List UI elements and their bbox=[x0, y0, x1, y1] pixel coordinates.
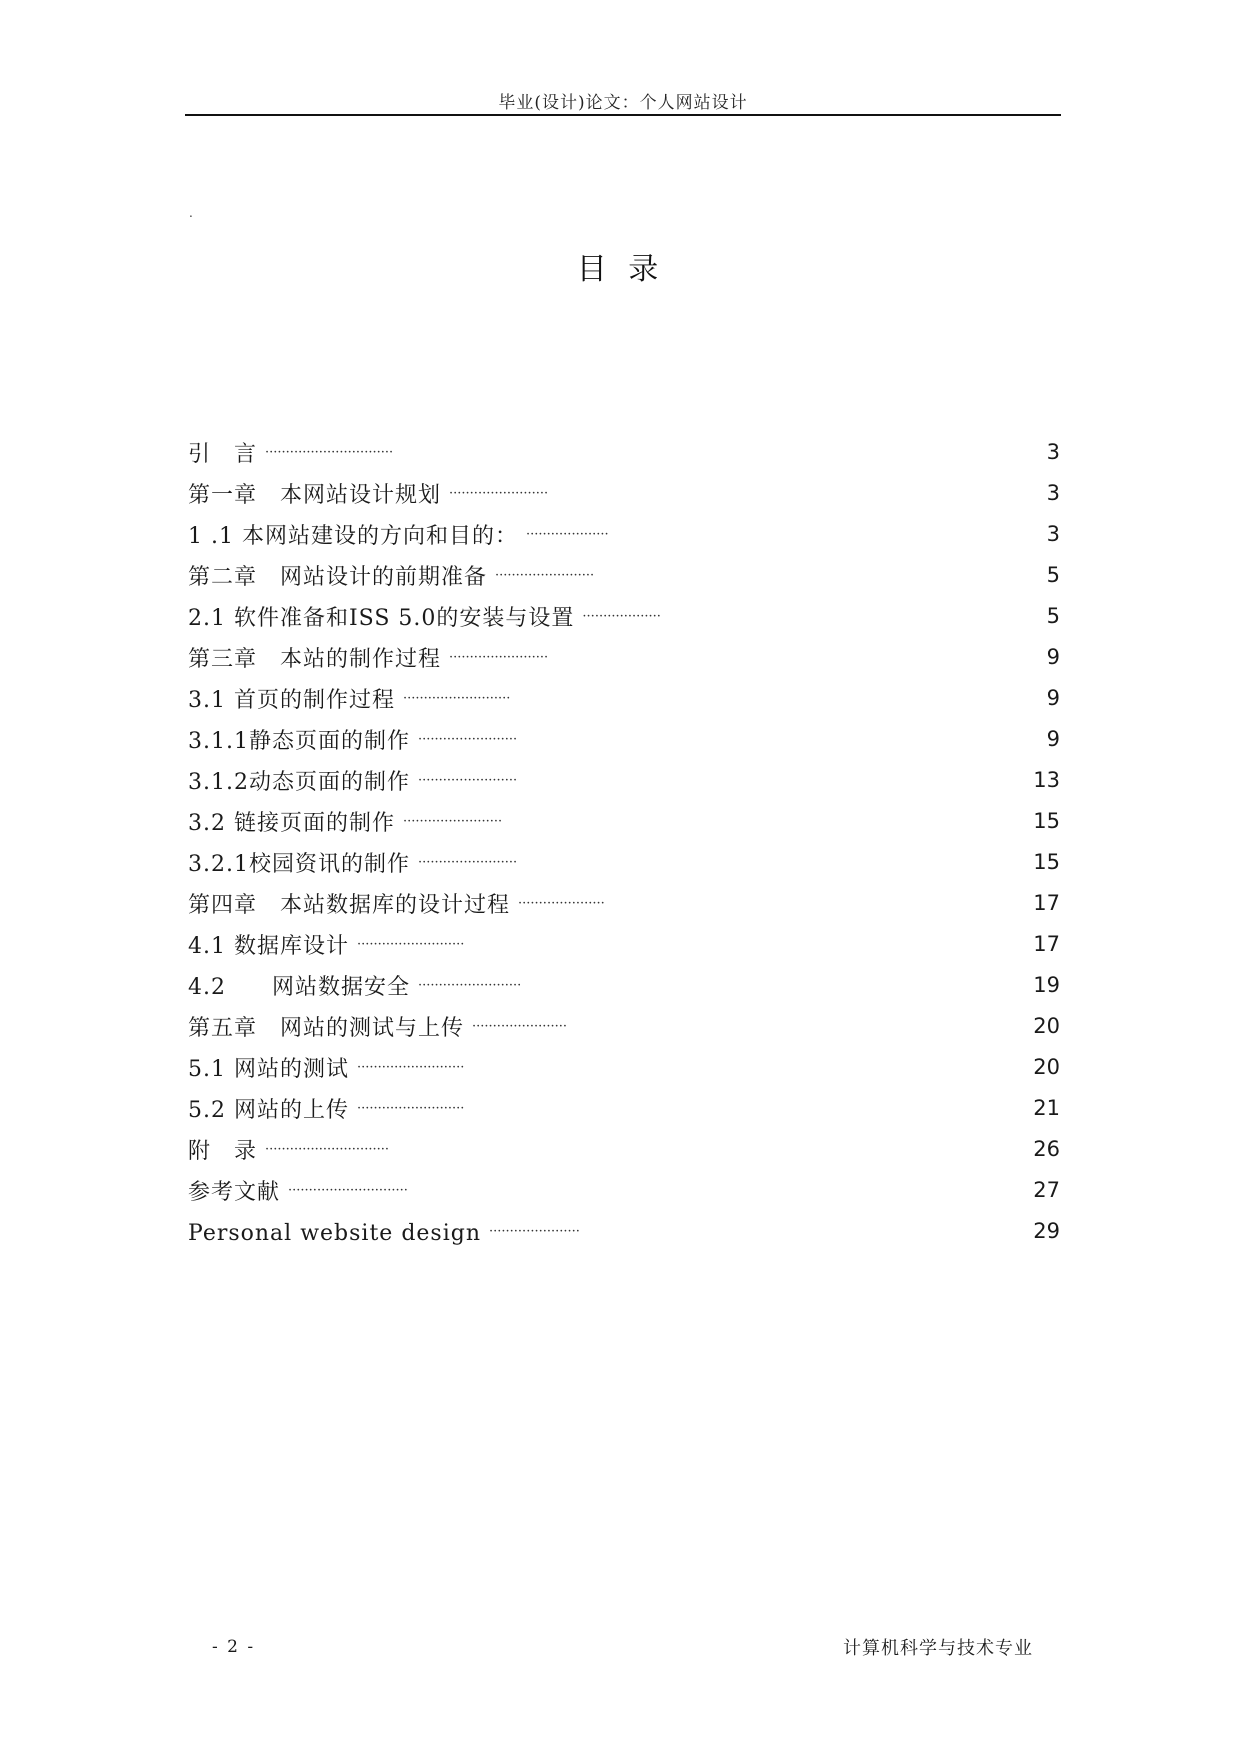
toc-entry-page-number: 3 bbox=[1046, 481, 1060, 505]
toc-entry[interactable] bbox=[188, 924, 1060, 965]
toc-entry-page-number: 20 bbox=[1033, 1014, 1060, 1038]
toc-entry-page-number: 15 bbox=[1033, 850, 1060, 874]
toc-entry[interactable] bbox=[188, 719, 1060, 760]
toc-entry-page-number: 13 bbox=[1033, 768, 1060, 792]
toc-entry-leader: ·························· bbox=[402, 691, 511, 706]
toc-entry-page-number: 27 bbox=[1033, 1178, 1060, 1202]
toc-entry-label: 3.1 首页的制作过程 bbox=[188, 688, 395, 713]
toc-entry-page-number: 29 bbox=[1033, 1219, 1060, 1243]
toc-entry[interactable] bbox=[188, 678, 1060, 719]
toc-entry-page-number: 9 bbox=[1046, 686, 1060, 710]
toc-entry-label: 引 言 bbox=[188, 442, 258, 467]
toc-entry-leader: ························ bbox=[449, 486, 549, 501]
toc-entry-leader: ·························· bbox=[356, 937, 465, 952]
toc-entry-label-group bbox=[188, 596, 661, 639]
toc-entry[interactable] bbox=[188, 555, 1060, 596]
table-of-contents bbox=[188, 432, 1060, 1252]
toc-entry-label-group bbox=[188, 637, 548, 680]
toc-entry-label-group bbox=[188, 965, 521, 1008]
toc-entry[interactable] bbox=[188, 514, 1060, 555]
toc-entry-label-group bbox=[188, 1129, 389, 1172]
toc-entry-page-number: 5 bbox=[1046, 563, 1060, 587]
toc-entry[interactable] bbox=[188, 1006, 1060, 1047]
toc-entry-label-group bbox=[188, 555, 594, 598]
toc-entry[interactable] bbox=[188, 637, 1060, 678]
toc-entry-leader: ······························· bbox=[265, 445, 394, 460]
toc-entry-leader: ······················· bbox=[472, 1019, 568, 1034]
toc-entry-label: 第一章 本网站设计规划 bbox=[188, 483, 442, 508]
footer-department: 计算机科学与技术专业 bbox=[843, 1638, 1033, 1659]
toc-entry-leader: ························· bbox=[418, 978, 522, 993]
toc-entry-leader: ····························· bbox=[288, 1183, 408, 1198]
toc-entry-leader: ··················· bbox=[582, 609, 661, 624]
toc-entry-leader: ······························ bbox=[265, 1142, 389, 1157]
toc-entry-page-number: 21 bbox=[1033, 1096, 1060, 1120]
toc-entry-label-group bbox=[188, 1006, 567, 1049]
toc-entry[interactable] bbox=[188, 1211, 1060, 1252]
toc-entry-page-number: 3 bbox=[1046, 440, 1060, 464]
toc-entry-label: 3.2 链接页面的制作 bbox=[188, 811, 395, 836]
toc-entry-label: 5.1 网站的测试 bbox=[188, 1057, 349, 1082]
toc-entry-label: 1 .1 本网站建设的方向和目的： bbox=[188, 524, 518, 549]
toc-entry-label: 4.1 数据库设计 bbox=[188, 934, 349, 959]
toc-entry-label-group bbox=[188, 1211, 580, 1254]
toc-entry-label-group bbox=[188, 432, 393, 475]
toc-entry-page-number: 5 bbox=[1046, 604, 1060, 628]
toc-entry-leader: ························ bbox=[417, 732, 518, 747]
toc-entry-label-group bbox=[188, 473, 548, 516]
toc-entry-label-group bbox=[188, 801, 502, 844]
toc-entry-page-number: 15 bbox=[1033, 809, 1060, 833]
toc-entry-label: 3.1.1静态页面的制作 bbox=[188, 729, 410, 754]
toc-entry[interactable] bbox=[188, 1047, 1060, 1088]
toc-entry-leader: ························ bbox=[495, 568, 595, 583]
toc-title: 目 录 bbox=[576, 252, 665, 287]
toc-entry-label: 附 录 bbox=[188, 1139, 258, 1164]
toc-entry-label: 5.2 网站的上传 bbox=[188, 1098, 349, 1123]
header-rule bbox=[185, 114, 1061, 116]
toc-entry-label: 2.1 软件准备和ISS 5.0的安装与设置 bbox=[188, 606, 575, 631]
toc-entry-leader: ························ bbox=[402, 814, 503, 829]
toc-entry-label-group bbox=[188, 924, 464, 967]
toc-entry-leader: ······················ bbox=[489, 1224, 580, 1239]
toc-entry-page-number: 3 bbox=[1046, 522, 1060, 546]
toc-entry-label-group bbox=[188, 1170, 408, 1213]
toc-entry[interactable] bbox=[188, 965, 1060, 1006]
toc-entry-leader: ························ bbox=[417, 855, 518, 870]
toc-entry[interactable] bbox=[188, 432, 1060, 473]
toc-entry-label-group bbox=[188, 678, 510, 721]
toc-entry-page-number: 9 bbox=[1046, 727, 1060, 751]
toc-entry-label: 3.1.2动态页面的制作 bbox=[188, 770, 410, 795]
toc-entry[interactable] bbox=[188, 842, 1060, 883]
toc-entry-label: 3.2.1校园资讯的制作 bbox=[188, 852, 410, 877]
toc-entry-label: 第三章 本站的制作过程 bbox=[188, 647, 442, 672]
toc-entry-label: 第二章 网站设计的前期准备 bbox=[188, 565, 488, 590]
toc-entry-page-number: 26 bbox=[1033, 1137, 1060, 1161]
toc-entry-leader: ·························· bbox=[356, 1060, 465, 1075]
toc-entry-label: 第五章 网站的测试与上传 bbox=[188, 1016, 465, 1041]
toc-entry-leader: ························ bbox=[449, 650, 549, 665]
toc-entry-label: 4.2 网站数据安全 bbox=[188, 975, 410, 1000]
toc-entry-page-number: 19 bbox=[1033, 973, 1060, 997]
toc-entry-leader: ···················· bbox=[525, 527, 609, 542]
toc-entry[interactable] bbox=[188, 883, 1060, 924]
toc-entry-label: Personal website design bbox=[188, 1221, 481, 1246]
toc-entry-label-group bbox=[188, 883, 605, 926]
toc-entry[interactable] bbox=[188, 801, 1060, 842]
toc-entry-page-number: 9 bbox=[1046, 645, 1060, 669]
toc-entry-label-group bbox=[188, 760, 517, 803]
toc-entry-leader: ························ bbox=[417, 773, 518, 788]
toc-entry[interactable] bbox=[188, 1088, 1060, 1129]
toc-entry-label-group bbox=[188, 514, 609, 557]
toc-entry-page-number: 17 bbox=[1033, 932, 1060, 956]
toc-entry[interactable] bbox=[188, 760, 1060, 801]
header-title: 毕业(设计)论文：个人网站设计 bbox=[498, 93, 748, 113]
toc-entry-label-group bbox=[188, 1047, 464, 1090]
toc-entry[interactable] bbox=[188, 473, 1060, 514]
toc-entry-label: 参考文献 bbox=[188, 1180, 281, 1205]
toc-entry-page-number: 20 bbox=[1033, 1055, 1060, 1079]
toc-entry-page-number: 17 bbox=[1033, 891, 1060, 915]
toc-entry-label-group bbox=[188, 719, 517, 762]
toc-entry-leader: ····················· bbox=[518, 896, 605, 911]
toc-entry-leader: ·························· bbox=[356, 1101, 465, 1116]
toc-entry-label-group bbox=[188, 842, 517, 885]
stray-mark: . bbox=[189, 206, 193, 220]
toc-entry[interactable] bbox=[188, 1129, 1060, 1170]
toc-entry-label-group bbox=[188, 1088, 464, 1131]
toc-entry[interactable] bbox=[188, 1170, 1060, 1211]
toc-entry-label: 第四章 本站数据库的设计过程 bbox=[188, 893, 511, 918]
toc-entry[interactable] bbox=[188, 596, 1060, 637]
footer-page-number: - 2 - bbox=[212, 1637, 256, 1657]
